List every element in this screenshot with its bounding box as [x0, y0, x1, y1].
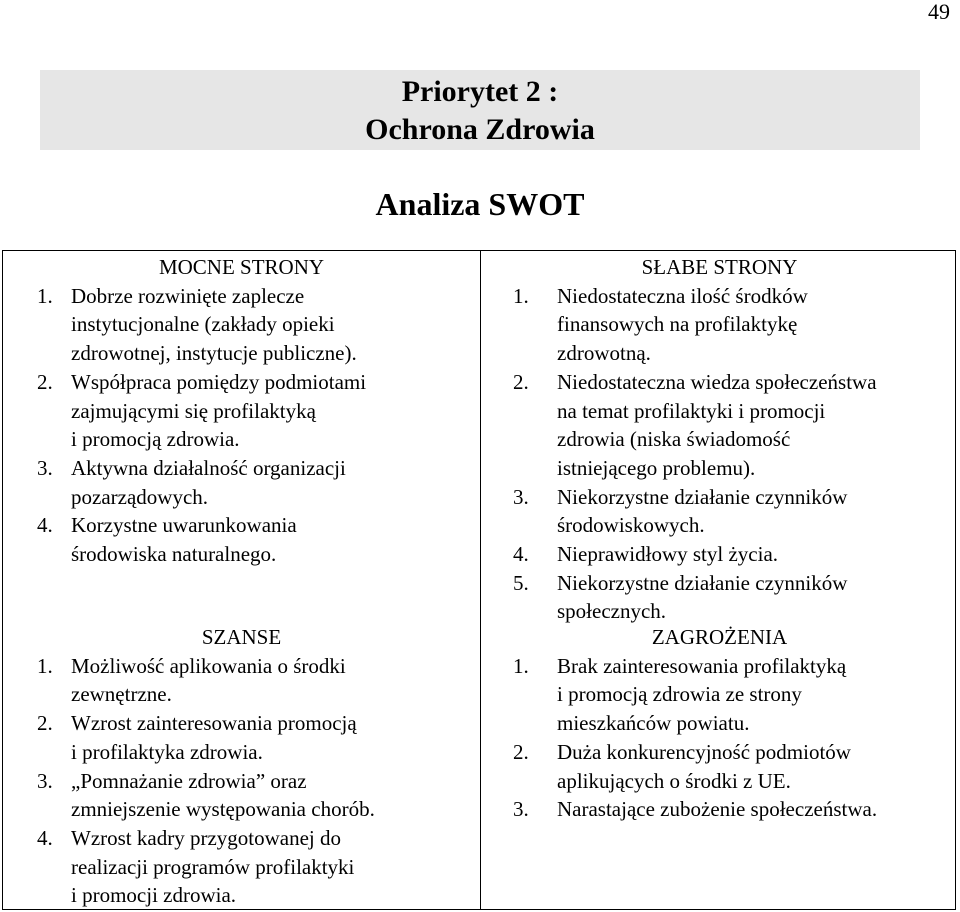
list-item: [3, 368, 480, 454]
item-text-line: środowiskowych.: [557, 513, 705, 538]
item-number: 4.: [37, 513, 53, 538]
column-divider: [480, 251, 481, 909]
item-number: 3.: [513, 797, 529, 822]
opportunities-cell: [3, 623, 480, 910]
item-text-line: zewnętrzne.: [71, 682, 172, 707]
item-number: 3.: [37, 768, 53, 793]
threats-list: [482, 652, 957, 824]
item-number: 3.: [513, 484, 529, 509]
item-text-line: zdrowotną.: [557, 341, 651, 366]
list-item: [482, 483, 957, 540]
item-text-line: pozarządowych.: [71, 484, 209, 509]
threats-cell: [482, 623, 957, 824]
item-text-line: społecznych.: [557, 599, 667, 624]
item-number: 1.: [513, 653, 529, 678]
item-number: 1.: [513, 283, 529, 308]
priority-title: Priorytet 2 :: [401, 75, 559, 108]
list-item: [482, 368, 957, 483]
item-text-line: Współpraca pomiędzy podmiotami: [71, 369, 367, 394]
item-text-line: zmniejszenie występowania chorób.: [71, 797, 375, 822]
item-text-line: Wzrost kadry przygotowanej do: [71, 825, 341, 850]
item-text-line: Niekorzystne działanie czynników: [557, 484, 848, 509]
item-text-line: Dobrze rozwinięte zaplecze: [71, 283, 305, 308]
item-text-line: Wzrost zainteresowania promocją: [71, 711, 357, 736]
item-text-line: i promocji zdrowia.: [71, 883, 237, 908]
item-number: 5.: [513, 570, 529, 595]
item-number: 2.: [513, 739, 529, 764]
swot-title: Analiza SWOT: [375, 186, 585, 222]
item-number: 4.: [37, 825, 53, 850]
item-text-line: i promocją zdrowia.: [71, 427, 240, 452]
strengths-heading: MOCNE STRONY: [158, 255, 325, 279]
item-text-line: na temat profilaktyki i promocji: [557, 398, 826, 423]
item-text-line: realizacji programów profilaktyki: [71, 854, 355, 879]
item-text-line: aplikujących o środki z UE.: [557, 768, 791, 793]
item-number: 1.: [37, 283, 53, 308]
item-text-line: Niekorzystne działanie czynników: [557, 570, 848, 595]
list-item: [482, 569, 957, 626]
item-text-line: i promocją zdrowia ze strony: [557, 682, 802, 707]
item-text-line: Niedostateczna wiedza społeczeństwa: [557, 369, 877, 394]
weaknesses-cell: [482, 253, 957, 626]
list-item: [3, 511, 480, 568]
item-text-line: Narastające zubożenie społeczeństwa.: [557, 797, 878, 822]
strengths-cell: [3, 253, 480, 569]
opportunities-heading: SZANSE: [201, 625, 282, 649]
opportunities-list: [3, 652, 480, 910]
strengths-list: [3, 282, 480, 569]
item-text-line: i profilaktyka zdrowia.: [71, 739, 263, 764]
item-number: 2.: [37, 369, 53, 394]
item-number: 1.: [37, 653, 53, 678]
list-item: [3, 282, 480, 368]
item-text-line: zajmującymi się profilaktyką: [71, 398, 316, 423]
item-number: 3.: [37, 455, 53, 480]
item-text-line: istniejącego problemu).: [557, 455, 756, 480]
item-text-line: Niedostateczna ilość środków: [557, 283, 808, 308]
item-text-line: zdrowotnej, instytucje publiczne).: [71, 341, 357, 366]
item-number: 4.: [513, 542, 529, 567]
list-item: [3, 652, 480, 709]
list-item: [482, 282, 957, 368]
item-text-line: Możliwość aplikowania o środki: [71, 653, 346, 678]
item-text-line: Nieprawidłowy styl życia.: [557, 542, 779, 567]
item-text-line: Aktywna działalność organizacji: [71, 455, 346, 480]
list-item: [3, 824, 480, 910]
item-text-line: instytucjonalne (zakłady opieki: [71, 312, 335, 337]
list-item: [3, 454, 480, 511]
threats-heading: ZAGROŻENIA: [651, 625, 788, 649]
item-text-line: mieszkańców powiatu.: [557, 711, 750, 736]
list-item: [482, 652, 957, 738]
item-number: 2.: [513, 369, 529, 394]
item-text-line: Brak zainteresowania profilaktyką: [557, 653, 847, 678]
page-number: 49: [928, 0, 950, 24]
weaknesses-heading: SŁABE STRONY: [641, 255, 798, 279]
priority-banner: [40, 70, 920, 150]
swot-table: [2, 250, 956, 910]
priority-subtitle: Ochrona Zdrowia: [365, 113, 595, 146]
list-item: [482, 540, 957, 569]
list-item: [482, 738, 957, 795]
list-item: [3, 709, 480, 766]
item-text-line: Korzystne uwarunkowania: [71, 513, 297, 538]
item-text-line: finansowych na profilaktykę: [557, 312, 798, 337]
weaknesses-list: [482, 282, 957, 626]
item-number: 2.: [37, 711, 53, 736]
item-text-line: zdrowia (niska świadomość: [557, 427, 791, 452]
item-text-line: środowiska naturalnego.: [71, 542, 277, 567]
list-item: [3, 767, 480, 824]
item-text-line: „Pomnażanie zdrowia” oraz: [71, 768, 307, 793]
list-item: [482, 795, 957, 824]
item-text-line: Duża konkurencyjność podmiotów: [557, 739, 851, 764]
